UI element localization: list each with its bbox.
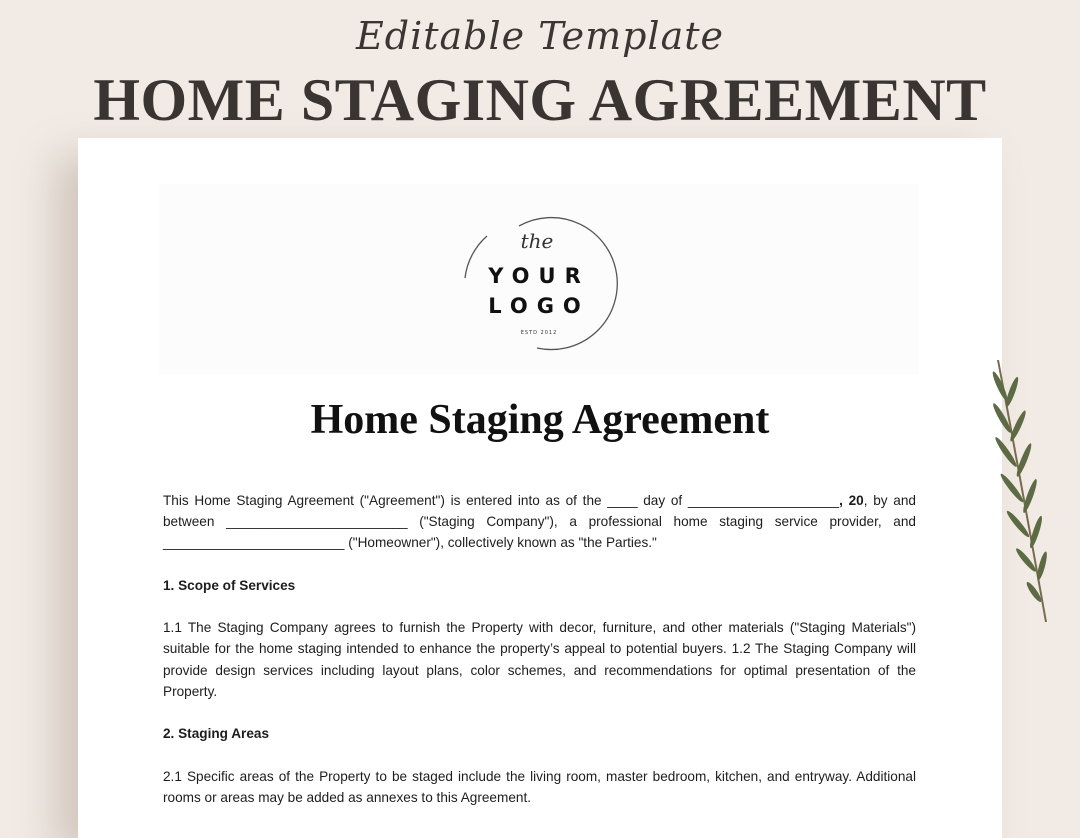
document-body bbox=[163, 490, 916, 829]
document-title: Home Staging Agreement bbox=[310, 397, 770, 443]
rosemary-sprig-decoration bbox=[980, 356, 1060, 636]
section-2-text: 2.1 Specific areas of the Property to be staged include the living room, master bedroom, kitchen, and entryway. Additional rooms or areas may be added as annexes to this Agreement. bbox=[163, 768, 916, 805]
logo-the-text: the bbox=[520, 229, 554, 253]
document-page bbox=[78, 138, 1002, 838]
banner-tagline: Editable Template bbox=[356, 14, 724, 58]
section-2-heading: 2. Staging Areas bbox=[163, 726, 270, 742]
intro-text-part1: This Home Staging Agreement ("Agreement") is entered into as of the ____ day of ____________________ bbox=[163, 493, 840, 508]
intro-text-part2: , by and between ________________________ ("Staging Company"), a professional home staging service provider, and ________________________ ("Homeowner"), collectively known as "the Parties." bbox=[163, 493, 916, 551]
section-1-text: 1.1 The Staging Company agrees to furnish the Property with decor, furniture, and other materials ("Staging Materials") suitable for the home staging intended to enhance the property’s appeal to potential buyers. 1.2 The Staging Company will provide design services including layout plans, color schemes, and recommendations for optimal presentation of the Property. bbox=[163, 620, 916, 699]
logo-graphic bbox=[459, 198, 619, 358]
intro-year-label: , 20 bbox=[839, 493, 864, 508]
logo-estd-text: ESTD 2012 bbox=[520, 330, 558, 336]
logo-your-text: YOUR bbox=[488, 264, 590, 288]
logo-placeholder bbox=[159, 184, 919, 374]
intro-paragraph bbox=[163, 490, 916, 554]
banner-headline: HOME STAGING AGREEMENT bbox=[93, 67, 987, 133]
logo-logo-text: LOGO bbox=[488, 294, 590, 318]
section-1-heading: 1. Scope of Services bbox=[163, 577, 296, 593]
